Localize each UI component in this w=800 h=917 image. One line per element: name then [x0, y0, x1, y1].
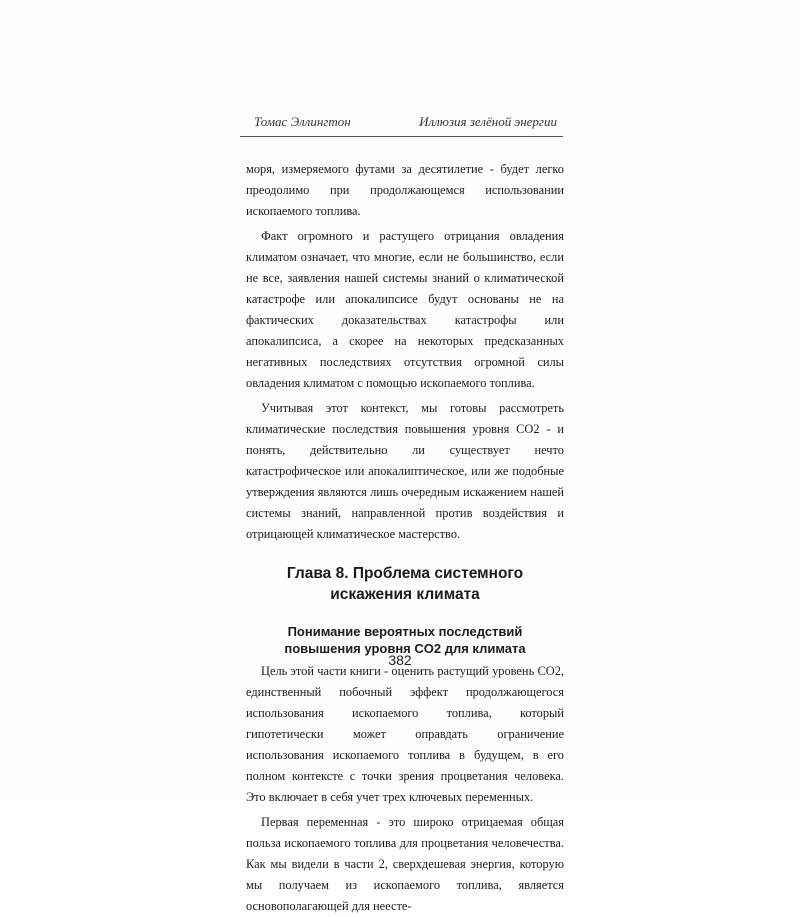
header-book-title: Иллюзия зелёной энергии	[419, 114, 557, 129]
page-body	[246, 159, 564, 917]
running-header	[240, 114, 563, 136]
chapter-title-line: искажения климата	[330, 586, 480, 603]
chapter-title	[246, 563, 564, 605]
section-title-line: повышения уровня CO2 для климата	[284, 641, 526, 656]
paragraph: Цель этой части книги - оценить растущий уровень CO2, единственный побочный эффект продолжающегося использования ископаемого топлива, который гипотетически может оправдать ограничение использования ископаемого топлива в будущем, в его полном контексте с точки зрения процветания человека. Это включает в себя учет трех ключевых переменных.	[246, 664, 564, 804]
paragraph: Факт огромного и растущего отрицания овладения климатом означает, что многие, если не большинство, если не все, заявления нашей системы знаний о климатической катастрофе или апокалипсисе будут основаны не на фактических доказательствах катастрофы или апокалипсиса, а скорее на некоторых предсказанных негативных последствиях отсутствия огромной силы овладения климатом с помощью ископаемого топлива.	[246, 229, 564, 390]
paragraph-continuation: моря, измеряемого футами за десятилетие - будет легко преодолимо при продолжающемся использовании ископаемого топлива.	[246, 162, 564, 218]
header-rule	[240, 136, 563, 137]
page-number: 382	[388, 652, 412, 668]
chapter-title-line: Глава 8. Проблема системного	[286, 565, 524, 582]
section-title-line: Понимание вероятных последствий	[287, 624, 523, 639]
header-author: Томас Эллингтон	[254, 114, 351, 129]
paragraph: Учитывая этот контекст, мы готовы рассмотреть климатические последствия повышения уровня CO2 - и понять, действительно ли существует нечто катастрофическое или апокалиптическое, или же подобные утверждения являются лишь очередным искажением нашей системы знаний, направленной против воздействия и отрицающей климатическое мастерство.	[246, 401, 564, 541]
paragraph: Первая переменная - это широко отрицаемая общая польза ископаемого топлива для процветания человечества. Как мы видели в части 2, сверхдешевая энергия, которую мы получаем из ископаемого топлива, является основополагающей для неесте-	[246, 815, 564, 913]
